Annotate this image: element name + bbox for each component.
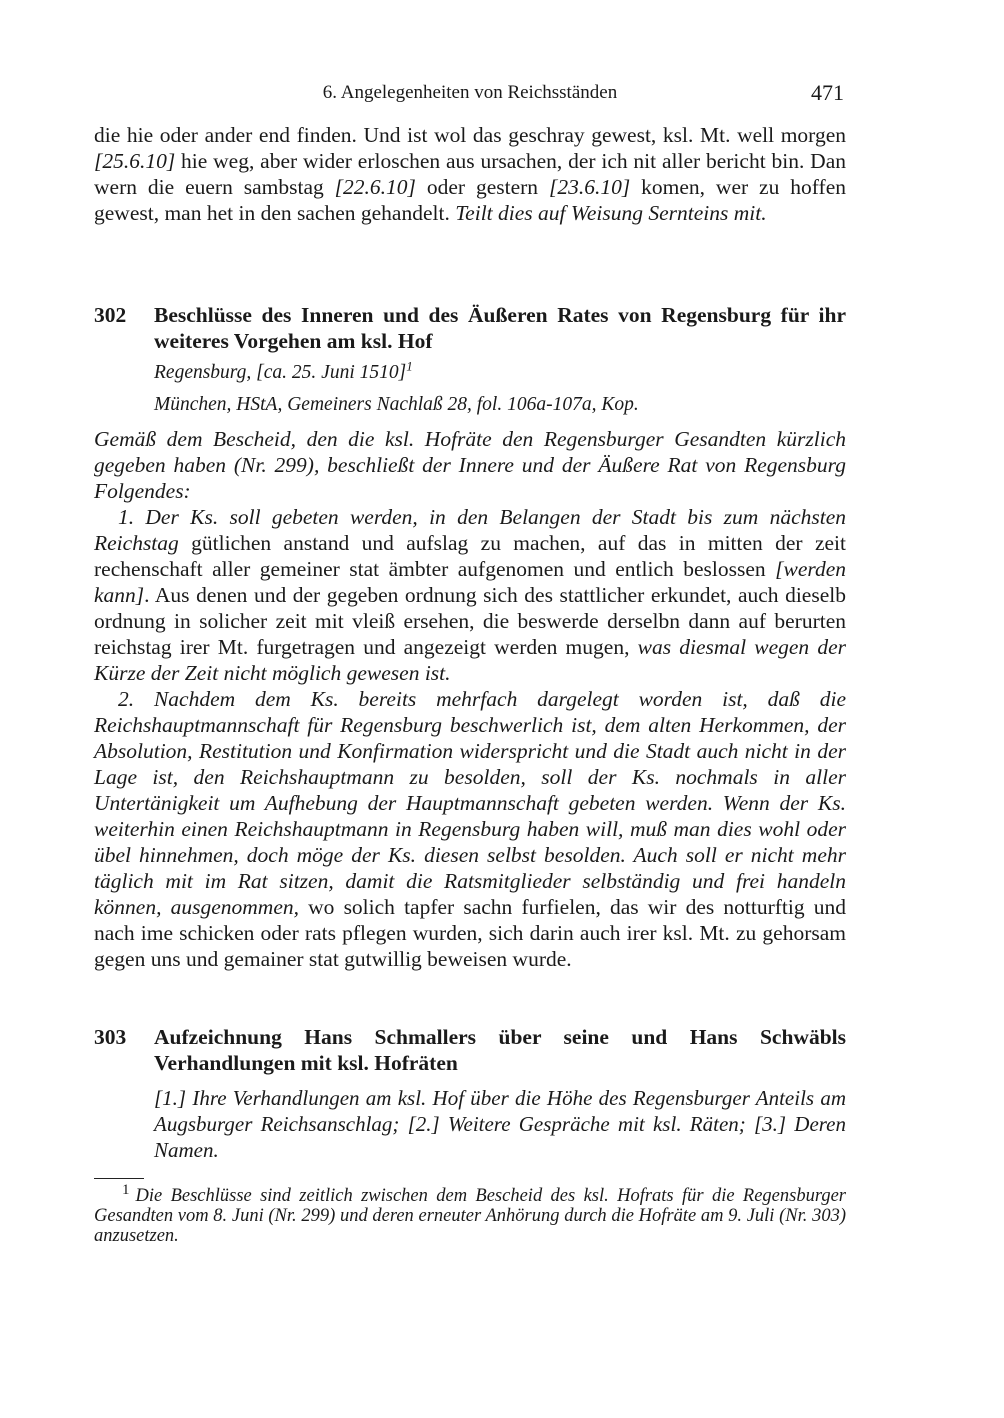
intro-paragraph	[94, 122, 846, 226]
intro-text: die hie oder ander end finden. Und ist wol das geschray gewest, ksl. Mt. well morgen	[94, 123, 846, 147]
entry-302-p1-bracket: [werden kann]	[94, 557, 846, 607]
running-head	[94, 80, 846, 108]
footnote-1-text: Die Beschlüsse sind zeitlich zwischen dem Bescheid des ksl. Hofrats für die Regensburger Gesandten vom 8. Juni (Nr. 299) und deren erneuter Anhörung durch die Hofräte am 9. Juli (Nr. 303) anzusetzen.	[94, 1186, 846, 1246]
footnote-divider	[94, 1178, 144, 1179]
entry-302-place-date	[154, 358, 846, 385]
entry-302-place-date-text: Regensburg, [ca. 25. Juni 1510]	[154, 362, 407, 383]
intro-date-3: [23.6.10]	[548, 175, 631, 199]
entry-302-number: 302	[94, 303, 127, 327]
entry-302-p2-text: wo solich tapfer sachn furfielen, das wir des notturftig und nach ime schicken oder rats pflegen wurden, sich darin auch irer ksl. Mt. zu gehorsam gegen uns und gemainer stat gutwillig beweisen wurde.	[94, 895, 847, 971]
intro-date-1: [25.6.10]	[94, 149, 176, 173]
entry-302-p2-italic: 2. Nachdem dem Ks. bereits mehrfach dargelegt worden ist, daß die Reichshauptmannschaft für Regensburg beschwerlich ist, dem alten Herkommen, der Absolution, Restitution und Konfirmation widerspricht und die Stadt auch nicht in der Lage ist, den Reichshauptmann zu besolden, soll der Ks. nochmals in aller Untertänigkeit um Aufhebung der Hauptmannschaft gebeten werden. Wenn der Ks. weiterhin einen Reichshauptmann in Regensburg haben will, muß man dies wohl oder übel hinnehmen, doch möge der Ks. diesen selbst besolden. Auch soll er nicht mehr täglich mit im Rat sitzen, damit die Ratsmitglieder selbständig und frei handeln können, ausgenommen,	[94, 687, 846, 919]
intro-text-2: hie weg, aber wider erloschen aus ursachen, der ich nit aller bericht bin. Dan wern die euern sambstag	[94, 149, 846, 199]
footnote-1	[94, 1181, 846, 1246]
intro-note: Teilt dies auf Weisung Sernteins mit.	[455, 201, 767, 225]
entry-302-p1-text: gütlichen anstand und aufslag zu machen, auf das in mitten der zeit rechenschaft aller gemeiner stat ämbter aufgenomen und entlich beslossen	[94, 531, 846, 581]
entry-302-p1-italic-2: was diesmal wegen der Kürze der Zeit nicht möglich gewesen ist.	[94, 635, 846, 685]
entry-302-source: München, HStA, Gemeiners Nachlaß 28, fol. 106a-107a, Kop.	[154, 394, 639, 415]
intro-date-2: [22.6.10]	[334, 175, 416, 199]
running-title: 6. Angelegenheiten von Reichsständen	[322, 82, 618, 103]
intro-text-4: komen, wer zu hoffen gewest, man het in den sachen gehandelt.	[94, 175, 846, 225]
entry-303-title: Aufzeichnung Hans Schmallers über seine und Hans Schwäbls Verhandlungen mit ksl. Hofräten	[154, 1025, 846, 1075]
entry-302-p1-italic: 1. Der Ks. soll gebeten werden, in den Belangen der Stadt bis zum nächsten Reichstag	[94, 505, 846, 555]
entry-302-paragraph-1	[94, 504, 846, 686]
entry-302-paragraph-2	[94, 686, 846, 972]
entry-302-title: Beschlüsse des Inneren und des Äußeren Rates von Regensburg für ihr weiteres Vorgehen am ksl. Hof	[154, 303, 846, 353]
entry-302-p1-text-2: . Aus denen und der gegeben ordnung sich des stattlicher erkundet, auch dieselb ordnung in solicher zeit mit vleiß ersehen, die beswerde derselbn dann auf berurten reichstag irer Mt. furgetragen und angezeigt werden mugen,	[94, 583, 846, 659]
intro-text-3: oder gestern	[415, 175, 549, 199]
footnote-1-mark: 1	[122, 1181, 130, 1198]
entry-303-summary: [1.] Ihre Verhandlungen am ksl. Hof über die Höhe des Regensburger Anteils am Augsburger Reichsanschlag; [2.] Weitere Gespräche mit ksl. Räten; [3.] Deren Namen.	[154, 1086, 846, 1162]
entry-303-number: 303	[94, 1025, 127, 1049]
page-number: 471	[811, 80, 844, 105]
entry-302-summary: Gemäß dem Bescheid, den die ksl. Hofräte den Regensburger Gesandten kürzlich gegeben haben (Nr. 299), beschließt der Innere und der Äußere Rat von Regensburg Folgendes:	[94, 427, 846, 503]
footnote-ref-1: 1	[406, 358, 413, 374]
